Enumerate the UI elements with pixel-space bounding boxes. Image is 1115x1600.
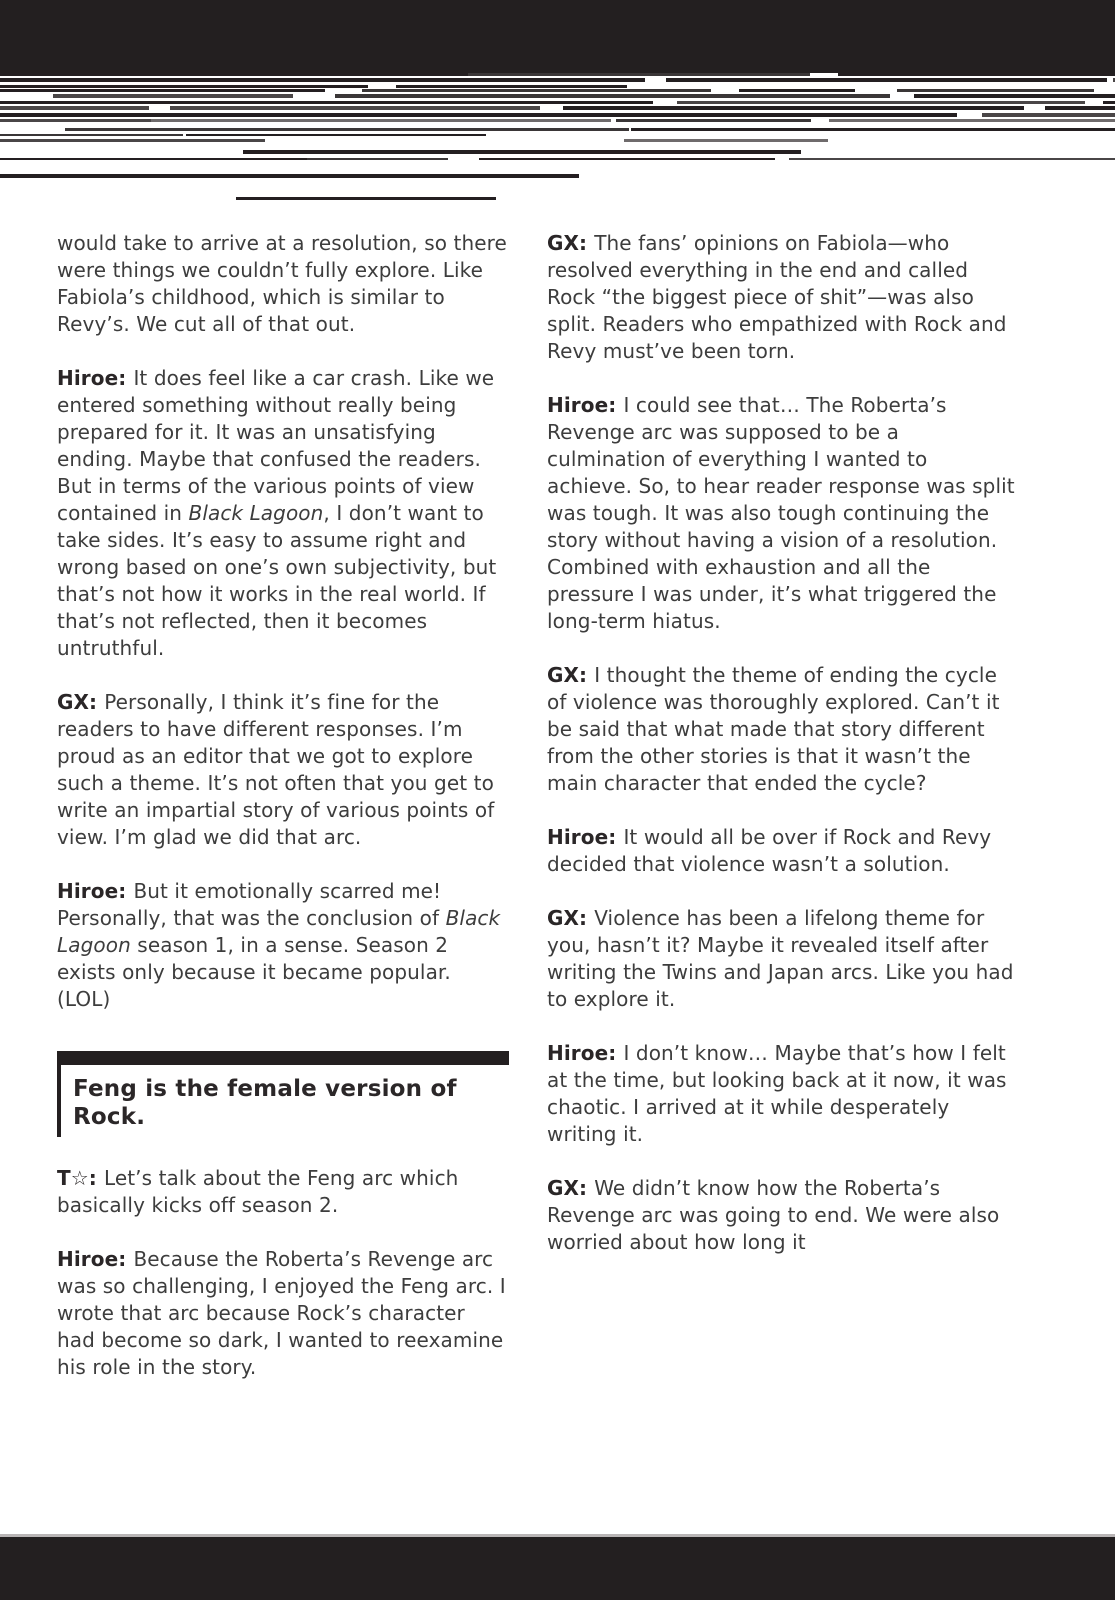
top-black-band — [0, 0, 1115, 73]
body-text: Personally, I think it’s fine for the readers to have different responses. I’m proud as an editor that we got to explore such a theme. It’s not often that you get to write an impartial story of various points of view. I’m glad we did that arc. — [57, 690, 495, 849]
interview-text — [57, 230, 1060, 1381]
stripe-segment — [468, 73, 811, 76]
body-text: The fans’ opinions on Fabiola—who resolved everything in the end and called Rock “the biggest piece of shit”—was also split. Readers who empathized with Rock and Revy must’ve been torn. — [547, 231, 1007, 363]
paragraph — [547, 230, 1017, 365]
body-text: season 1, in a sense. Season 2 exists only because it became popular. (LOL) — [57, 933, 451, 1011]
paragraph — [547, 1040, 1017, 1148]
paragraph — [547, 1175, 1017, 1256]
stripe-segment — [126, 89, 326, 92]
section-header-box — [57, 1065, 509, 1137]
stripe-segment — [1103, 101, 1115, 104]
body-text: Let’s talk about the Feng arc which basically kicks off season 2. — [57, 1166, 459, 1217]
paragraph — [547, 824, 1017, 878]
body-text: It does feel like a car crash. Like we entered something without really being prepared for it. It was an unsatisfying ending. Maybe that confused the readers. But in terms of the various points of view contained in — [57, 366, 495, 525]
body-text: It would all be over if Rock and Revy decided that violence wasn’t a solution. — [547, 825, 992, 876]
stripe-segment — [563, 106, 1024, 110]
left-column — [57, 230, 509, 1381]
speaker-label: T☆: — [57, 1166, 104, 1190]
speaker-label: Hiroe: — [547, 393, 624, 417]
stripe-segment — [982, 113, 1115, 117]
body-text: Violence has been a lifelong theme for you, hasn’t it? Maybe it revealed itself after writing the Twins and Japan arcs. Like you had to explore it. — [547, 906, 1014, 1011]
paragraph — [547, 392, 1017, 635]
paragraph — [547, 662, 1017, 797]
speaker-label: GX: — [547, 231, 595, 255]
stripe-segment — [307, 158, 448, 161]
bottom-black-band — [0, 1537, 1115, 1600]
stripe-segment — [396, 85, 627, 88]
stripe-segment — [616, 119, 812, 122]
body-text: I thought the theme of ending the cycle of violence was thoroughly explored. Can’t it be said that what made that story different from the other stories is that it wasn’t the main character that ended the cycle? — [547, 663, 1000, 795]
stripe-segment — [0, 134, 183, 136]
paragraph — [547, 905, 1017, 1013]
halftone-stripes — [0, 73, 1115, 200]
paragraph — [57, 1246, 509, 1381]
speaker-label: GX: — [547, 663, 595, 687]
speaker-label: Hiroe: — [547, 825, 624, 849]
stripe-segment — [838, 73, 1115, 76]
speaker-label: Hiroe: — [57, 1247, 134, 1271]
stripe-segment — [210, 85, 368, 88]
italic-title-text: Black Lagoon — [188, 501, 324, 525]
stripe-segment — [151, 119, 611, 122]
paragraph — [57, 1165, 509, 1219]
stripe-segment — [789, 158, 1115, 161]
stripe-segment — [104, 174, 579, 177]
stripe-segment — [829, 119, 1115, 122]
stripe-segment — [0, 113, 498, 117]
stripe-segment — [480, 113, 957, 117]
body-text: But it emotionally scarred me! Personally, that was the conclusion of — [57, 879, 446, 930]
stripe-segment — [53, 94, 294, 98]
body-text: I don’t know… Maybe that’s how I felt at the time, but looking back at it now, it was chaotic. I arrived at it while desperately writing it. — [547, 1041, 1007, 1146]
stripe-segment — [362, 89, 710, 92]
paragraph — [57, 878, 509, 1013]
stripe-segment — [455, 78, 645, 82]
stripe-segment — [897, 89, 1095, 92]
stripe-segment — [0, 106, 149, 110]
stripe-segment — [914, 94, 1115, 98]
body-text: Because the Roberta’s Revenge arc was so challenging, I enjoyed the Feng arc. I wrote that arc because Rock’s character had become so dark, I wanted to reexamine his role in the story. — [57, 1247, 506, 1379]
stripe-segment — [631, 128, 1115, 130]
stripe-segment — [479, 158, 775, 161]
speaker-label: Hiroe: — [57, 879, 134, 903]
stripe-segment — [243, 150, 801, 154]
speaker-label: Hiroe: — [57, 366, 134, 390]
stripe-segment — [236, 197, 496, 200]
speaker-label: GX: — [57, 690, 105, 714]
stripe-segment — [739, 89, 855, 92]
speaker-label: Hiroe: — [547, 1041, 624, 1065]
speaker-label: GX: — [547, 1176, 595, 1200]
stripe-segment — [666, 78, 1107, 82]
section-header — [57, 1051, 509, 1137]
body-text: We didn’t know how the Roberta’s Revenge arc was going to end. We were also worried about how long it — [547, 1176, 1000, 1254]
speaker-label: GX: — [547, 906, 595, 930]
stripe-segment — [186, 134, 485, 136]
stripe-segment — [335, 94, 889, 98]
body-text: , I don’t want to take sides. It’s easy to assume right and wrong based on one’s own subjectivity, but that’s not how it works in the real world. If that’s not reflected, then it becomes untruthful. — [57, 501, 497, 660]
body-text: would take to arrive at a resolution, so there were things we couldn’t fully explore. Like Fabiola’s childhood, which is similar to Revy’s. We cut all of that out. — [57, 231, 507, 336]
section-header-label: Feng is the female version of Rock. — [73, 1076, 457, 1130]
stripe-segment — [624, 139, 827, 142]
stripe-segment — [1045, 106, 1115, 110]
stripe-segment — [122, 101, 653, 104]
paragraph — [57, 365, 509, 662]
section-header-bar — [57, 1051, 509, 1065]
stripe-segment — [0, 73, 479, 76]
paragraph — [57, 230, 509, 338]
body-text: I could see that… The Roberta’s Revenge arc was supposed to be a culmination of everything I wanted to achieve. So, to hear reader response was split was tough. It was also tough continuing the story without having a vision of a resolution. Combined with exhaustion and all the pressure I was under, it’s what triggered the long-term hiatus. — [547, 393, 1015, 633]
stripe-segment — [0, 139, 265, 142]
stripe-segment — [677, 101, 1085, 104]
stripe-segment — [170, 106, 540, 110]
italic-title-text: Black Lagoon — [57, 906, 501, 957]
stripe-segment — [65, 128, 629, 130]
paragraph — [57, 689, 509, 851]
right-column — [547, 230, 1017, 1381]
